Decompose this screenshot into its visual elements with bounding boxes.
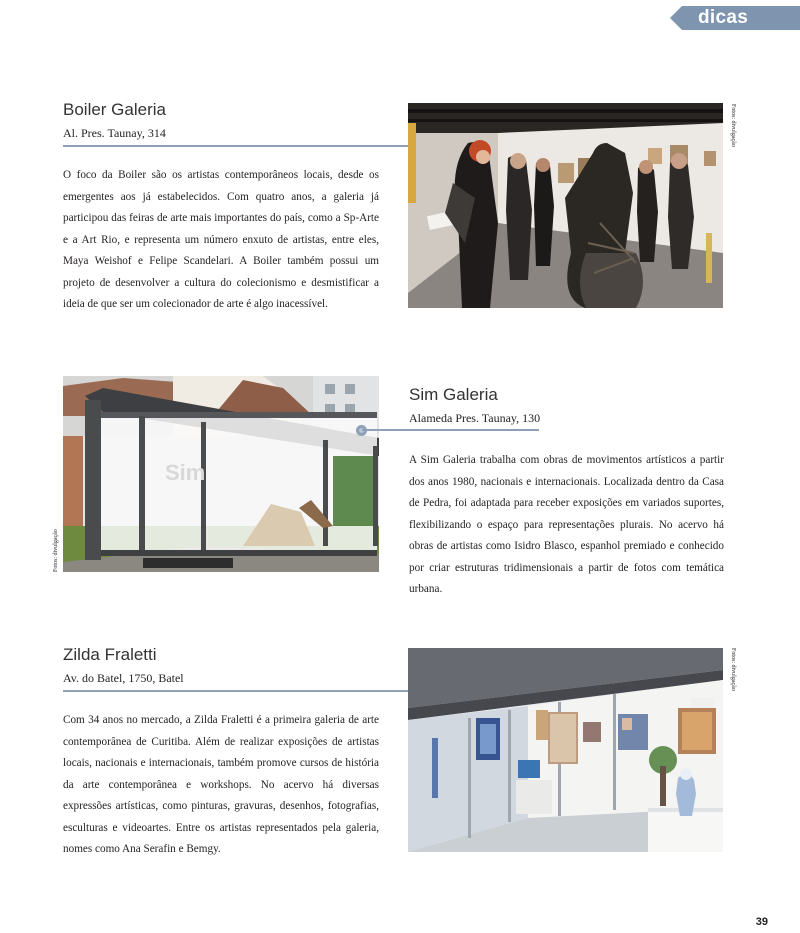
section-tab-label: dicas: [698, 7, 749, 28]
gallery-description-zilda-fraletti: Com 34 anos no mercado, a Zilda Fraletti é a primeira galeria de arte contemporânea de Curitiba. Além de realizar exposições de artistas locais, nacionais e internacionais, também promove cursos de história da arte contemporânea e workshops. No acervo há diversas expressões artísticas, como pinturas, gravuras, desenhos, fotografias, esculturas e videoartes. Entre os artistas representados pela galeria, nomes como Ana Serafin e Bemgy.: [63, 714, 379, 855]
gallery-address-boiler: Al. Pres. Taunay, 314: [63, 126, 166, 140]
gallery-title-zilda-fraletti: Zilda Fraletti: [63, 645, 157, 664]
gallery-description-boiler: O foco da Boiler são os artistas contemporâneos locais, desde os emergentes aos já estabelecidos. Com quatro anos, a galeria já participou das feiras de arte mais importantes do país, como a Sp-Arte e a Art Rio, e representa um número enxuto de artistas, entre eles, Maya Weishof e Felipe Scandelari. A Boiler também possui um projeto de desenvolver a cultura do colecionismo e desmistificar a ideia de que ser um colecionador de arte é algo inacessível.: [63, 169, 379, 310]
gallery-address-sim: Alameda Pres. Taunay, 130: [409, 411, 541, 425]
gallery-title-boiler: Boiler Galeria: [63, 100, 166, 119]
gallery-title-sim: Sim Galeria: [409, 385, 498, 404]
photo-credit-zilda-fraletti: Fotos: divulgação: [730, 648, 736, 691]
section-tab-dicas: [670, 6, 800, 30]
divider-line: [362, 429, 539, 431]
divider-line: [63, 145, 441, 147]
photo-credit-sim: Fotos: divulgação: [53, 529, 59, 572]
gallery-description-sim: A Sim Galeria trabalha com obras de movimentos artísticos a partir dos anos 1980, nacionais e internacionais. Localizada dentro da Casa de Pedra, foi adaptada para receber exposições em variados suportes, flexibilizando o espaço para representações plurais. No acervo há obras de artistas como Isidro Blasco, espanhol premiado e conhecido por criar estruturas tridimensionais a partir de fotos com temática urbana.: [409, 454, 724, 595]
svg-text:Sim: Sim: [165, 460, 206, 485]
page-number: 39: [755, 916, 768, 928]
gallery-address-zilda-fraletti: Av. do Batel, 1750, Batel: [63, 671, 184, 685]
photo-boiler-galeria: [408, 103, 723, 308]
photo-credit-boiler: Fotos: divulgação: [730, 104, 736, 147]
photo-zilda-fraletti: [408, 648, 723, 852]
photo-sim-galeria: [63, 376, 379, 572]
divider-line: [63, 690, 409, 692]
